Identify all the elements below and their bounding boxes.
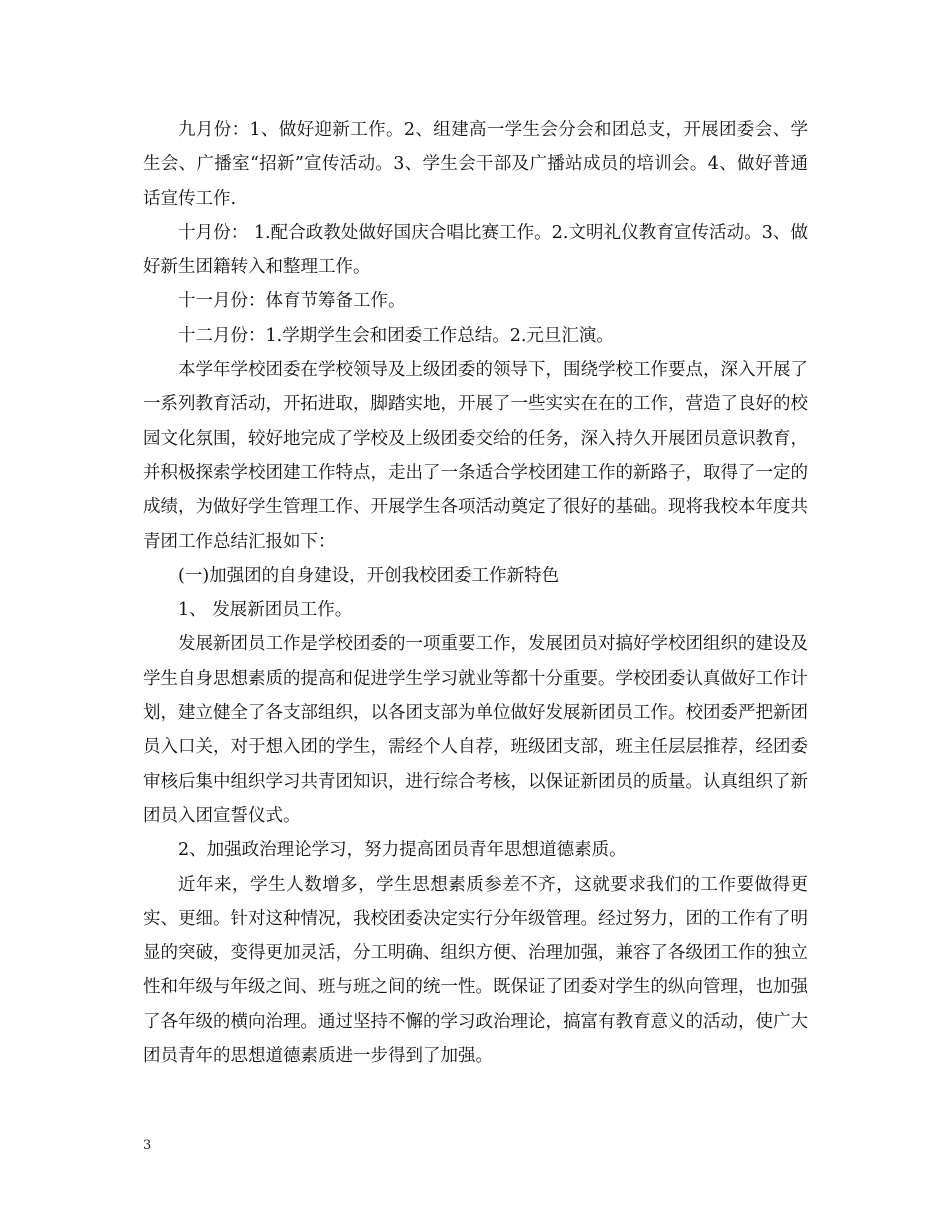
paragraph-new-members: 发展新团员工作是学校团委的一项重要工作，发展团员对搞好学校团组织的建设及学生自身思想素质的提高和促进学生学习就业等都十分重要。学校团委认真做好工作计划，建立健全了各支部组织，以各团支部为单位做好发展新团员工作。校团委严把新团员入口关，对于想入团的学生，需经个人自荐，班级团支部，班主任层层推荐，经团委审核后集中组织学习共青团知识，进行综合考核，以保证新团员的质量。认真组织了新团员入团宣誓仪式。 bbox=[143, 634, 808, 826]
subsection-heading-2: 2、加强政治理论学习，努力提高团员青年思想道德素质。 bbox=[178, 840, 627, 861]
paragraph-december-plan: 十二月份：1.学期学生会和团委工作总结。2.元旦汇演。 bbox=[178, 325, 614, 346]
subsection-heading-1: 1、 发展新团员工作。 bbox=[178, 600, 353, 621]
paragraph-annual-summary-intro: 本学年学校团委在学校领导及上级团委的领导下，围绕学校工作要点，深入开展了一系列教育活动，开拓进取，脚踏实地，开展了一些实实在在的工作，营造了良好的校园文化氛围，较好地完成了学校及上级团委交给的任务，深入持久开展团员意识教育，并积极探索学校团建工作特点，走出了一条适合学校团建工作的新路子，取得了一定的成绩，为做好学生管理工作、开展学生各项活动奠定了很好的基础。现将我校本年度共青团工作总结汇报如下： bbox=[143, 360, 808, 552]
paragraph-november-plan: 十一月份：体育节筹备工作。 bbox=[178, 291, 406, 312]
paragraph-october-plan: 十月份： 1.配合政教处做好国庆合唱比赛工作。2.文明礼仪教育宣传活动。3、做好新生团籍转入和整理工作。 bbox=[143, 222, 808, 278]
section-heading-1: (一)加强团的自身建设，开创我校团委工作新特色 bbox=[178, 565, 560, 586]
document-body bbox=[143, 113, 808, 1073]
page-number: 3 bbox=[143, 1138, 152, 1153]
paragraph-september-plan: 九月份：1、做好迎新工作。2、组建高一学生会分会和团总支，开展团委会、学生会、广播室“招新”宣传活动。3、学生会干部及广播站成员的培训会。4、做好普通话宣传工作. bbox=[143, 120, 808, 209]
paragraph-political-study: 近年来，学生人数增多，学生思想素质参差不齐，这就要求我们的工作要做得更实、更细。针对这种情况，我校团委决定实行分年级管理。经过努力，团的工作有了明显的突破，变得更加灵活，分工明确、组织方便、治理加强，兼容了各级团工作的独立性和年级与年级之间、班与班之间的统一性。既保证了团委对学生的纵向管理，也加强了各年级的横向治理。通过坚持不懈的学习政治理论，搞富有教育意义的活动，使广大团员青年的思想道德素质进一步得到了加强。 bbox=[143, 874, 808, 1067]
